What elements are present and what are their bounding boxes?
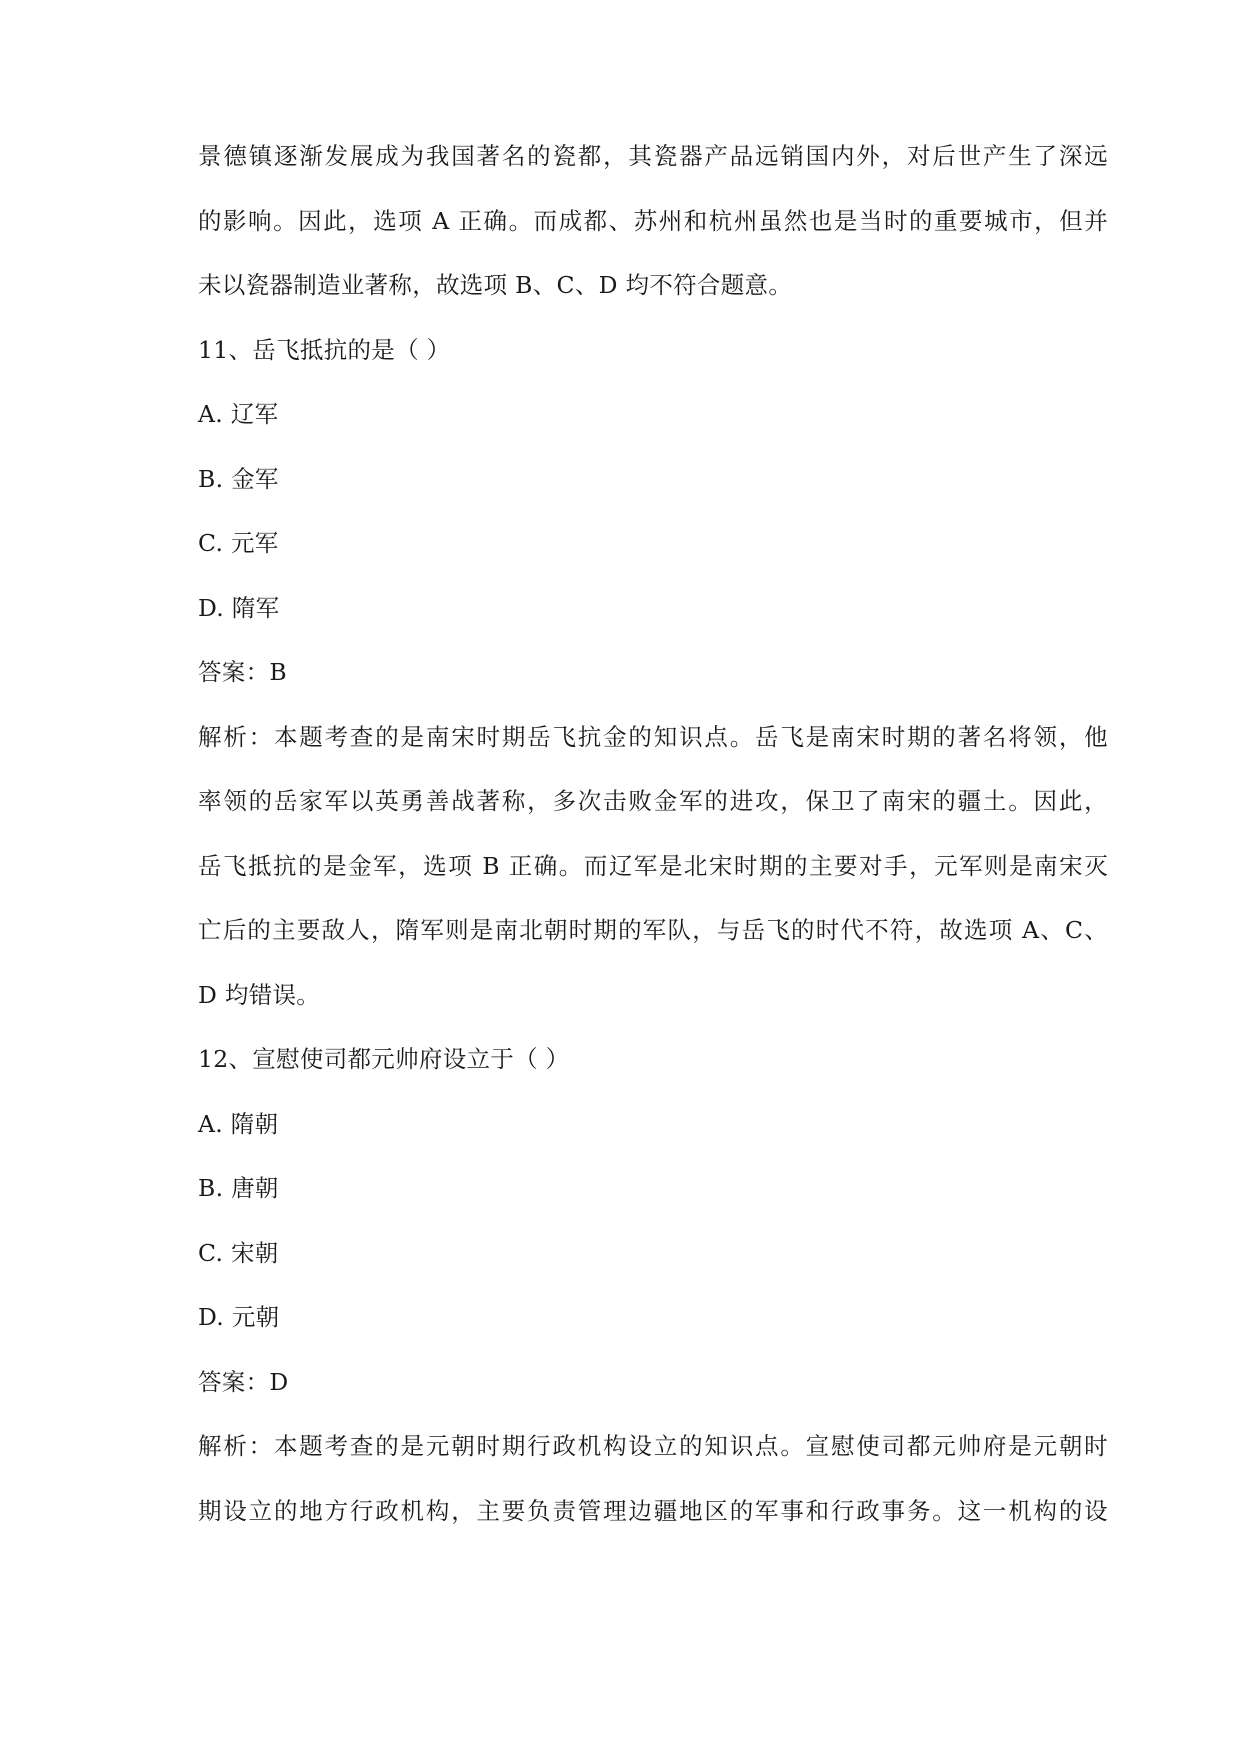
question-12-option-b: B. 唐朝 xyxy=(198,1174,279,1202)
question-12-analysis-line: 期设立的地方行政机构，主要负责管理边疆地区的军事和行政事务。这一机构的设 xyxy=(198,1496,1108,1525)
question-12-answer: 答案：D xyxy=(198,1367,289,1396)
document-page xyxy=(198,140,1108,1559)
question-12-option-c: C. 宋朝 xyxy=(198,1238,279,1267)
intro-line: 未以瓷器制造业著称，故选项 B、C、D 均不符合题意。 xyxy=(198,271,793,299)
question-11-analysis-line: 亡后的主要敌人，隋军则是南北朝时期的军队，与岳飞的时代不符，故选项 A、C、 xyxy=(198,916,1108,944)
intro-line: 景德镇逐渐发展成为我国著名的瓷都，其瓷器产品远销国内外，对后世产生了深远 xyxy=(198,142,1108,170)
question-11-analysis-line: 率领的岳家军以英勇善战著称，多次击败金军的进攻，保卫了南宋的疆土。因此， xyxy=(198,787,1108,815)
question-11-answer: 答案：B xyxy=(198,658,287,686)
question-11-option-b: B. 金军 xyxy=(198,464,279,493)
question-11-analysis-line: 解析：本题考查的是南宋时期岳飞抗金的知识点。岳飞是南宋时期的著名将领，他 xyxy=(198,722,1108,751)
question-11-option-d: D. 隋军 xyxy=(198,593,280,622)
question-11-title: 11、岳飞抵抗的是（ ） xyxy=(198,335,451,364)
question-12-analysis-line: 解析：本题考查的是元朝时期行政机构设立的知识点。宣慰使司都元帅府是元朝时 xyxy=(198,1432,1108,1460)
question-12-option-d: D. 元朝 xyxy=(198,1303,280,1331)
question-11-option-c: C. 元军 xyxy=(198,529,279,557)
question-11-option-a: A. 辽军 xyxy=(198,400,279,428)
question-11-analysis-line: D 均错误。 xyxy=(198,980,321,1009)
intro-line: 的影响。因此，选项 A 正确。而成都、苏州和杭州虽然也是当时的重要城市，但并 xyxy=(198,206,1108,235)
question-11-analysis-line: 岳飞抵抗的是金军，选项 B 正确。而辽军是北宋时期的主要对手，元军则是南宋灭 xyxy=(198,851,1108,880)
question-12-option-a: A. 隋朝 xyxy=(198,1109,279,1138)
question-12-title: 12、宣慰使司都元帅府设立于（ ） xyxy=(198,1045,570,1073)
